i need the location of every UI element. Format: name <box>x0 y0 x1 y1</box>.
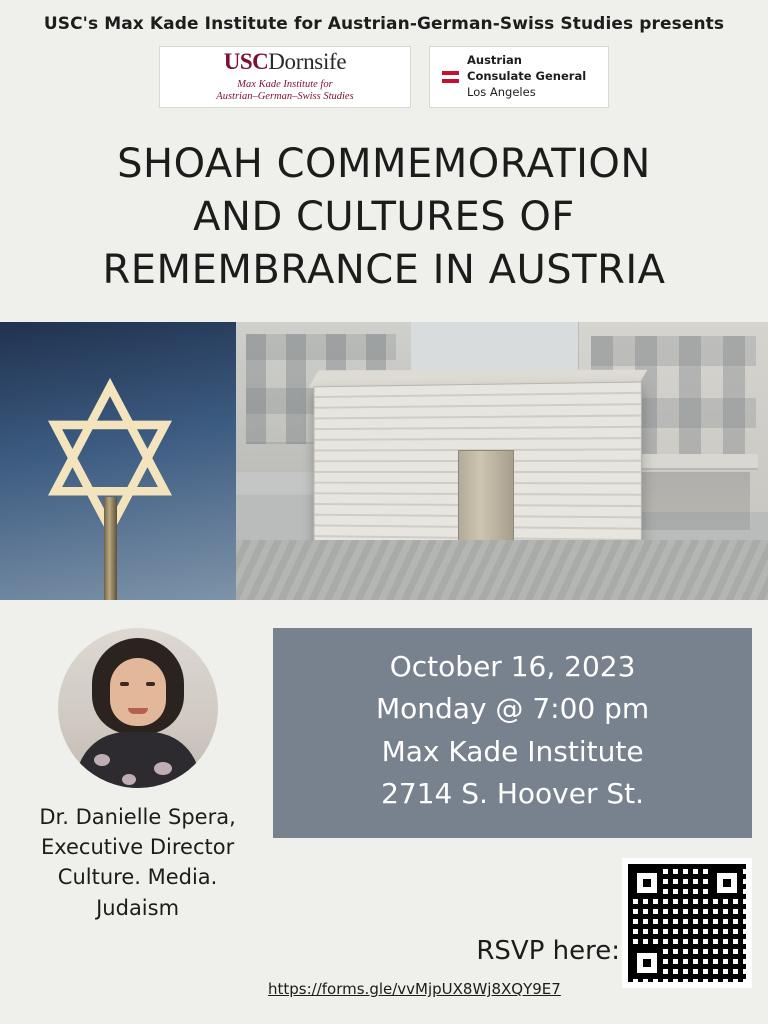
usc-wordmark <box>224 50 347 73</box>
portrait-floral-1 <box>94 754 110 766</box>
rsvp-qr-code[interactable] <box>622 858 752 988</box>
consulate-line1: Austrian <box>467 53 522 68</box>
usc-dornsife-logo <box>159 46 411 108</box>
qr-finder-top-right <box>711 867 743 899</box>
qr-finder-top-left <box>631 867 663 899</box>
event-date: October 16, 2023 <box>389 649 636 683</box>
holocaust-memorial-photo <box>236 322 768 600</box>
event-address: 2714 S. Hoover St. <box>381 777 645 811</box>
memorial-door <box>458 450 514 546</box>
poster-title <box>0 138 768 298</box>
qr-finder-bottom-left <box>631 947 663 979</box>
speaker-portrait <box>58 628 218 788</box>
rsvp-link[interactable]: https://forms.gle/vvMjpUX8Wj8XQY9E7 <box>268 980 561 998</box>
star-mounting-pole <box>104 497 117 600</box>
image-strip <box>0 322 768 600</box>
usc-logo-subtitle-line1: Max Kade Institute for <box>237 78 333 90</box>
poster-title-line3: REMEMBRANCE IN AUSTRIA <box>102 247 666 294</box>
event-details-panel <box>273 628 752 838</box>
consulate-line3: Los Angeles <box>467 84 536 99</box>
poster-title-line2: AND CULTURES OF <box>193 194 575 241</box>
portrait-floral-2 <box>154 762 172 775</box>
usc-logo-subtitle-line2: Austrian–German–Swiss Studies <box>216 91 354 102</box>
rsvp-label: RSVP here: <box>476 936 620 966</box>
portrait-floral-3 <box>122 774 136 785</box>
speaker-role: Executive Director <box>40 835 235 859</box>
consulate-logo-text <box>467 53 586 101</box>
star-of-david-photo <box>0 322 236 600</box>
portrait-eye-left <box>120 682 129 686</box>
portrait-mouth <box>128 708 148 714</box>
speaker-name: Dr. Danielle Spera, <box>39 804 236 829</box>
event-venue: Max Kade Institute <box>381 734 644 768</box>
event-time: Monday @ 7:00 pm <box>375 692 650 726</box>
rsvp-block <box>0 854 768 1014</box>
usc-wordmark-light: Dornsife <box>268 48 347 74</box>
presenter-line: USC's Max Kade Institute for Austrian-German-Swiss Studies presents <box>43 14 725 34</box>
portrait-face <box>110 658 166 726</box>
usc-wordmark-bold: USC <box>223 48 269 74</box>
qr-pattern <box>628 864 746 982</box>
portrait-eye-right <box>146 682 155 686</box>
austrian-consulate-logo <box>429 46 609 108</box>
usc-logo-subtitle <box>216 79 353 103</box>
speaker-affiliation: Culture. Media. Judaism <box>57 865 218 920</box>
cobblestone-ground <box>236 540 768 600</box>
consulate-line2: Consulate General <box>467 69 587 84</box>
poster-title-line1: SHOAH COMMEMORATION <box>117 141 651 187</box>
logo-row <box>0 46 768 108</box>
austrian-flag-icon <box>442 71 459 83</box>
